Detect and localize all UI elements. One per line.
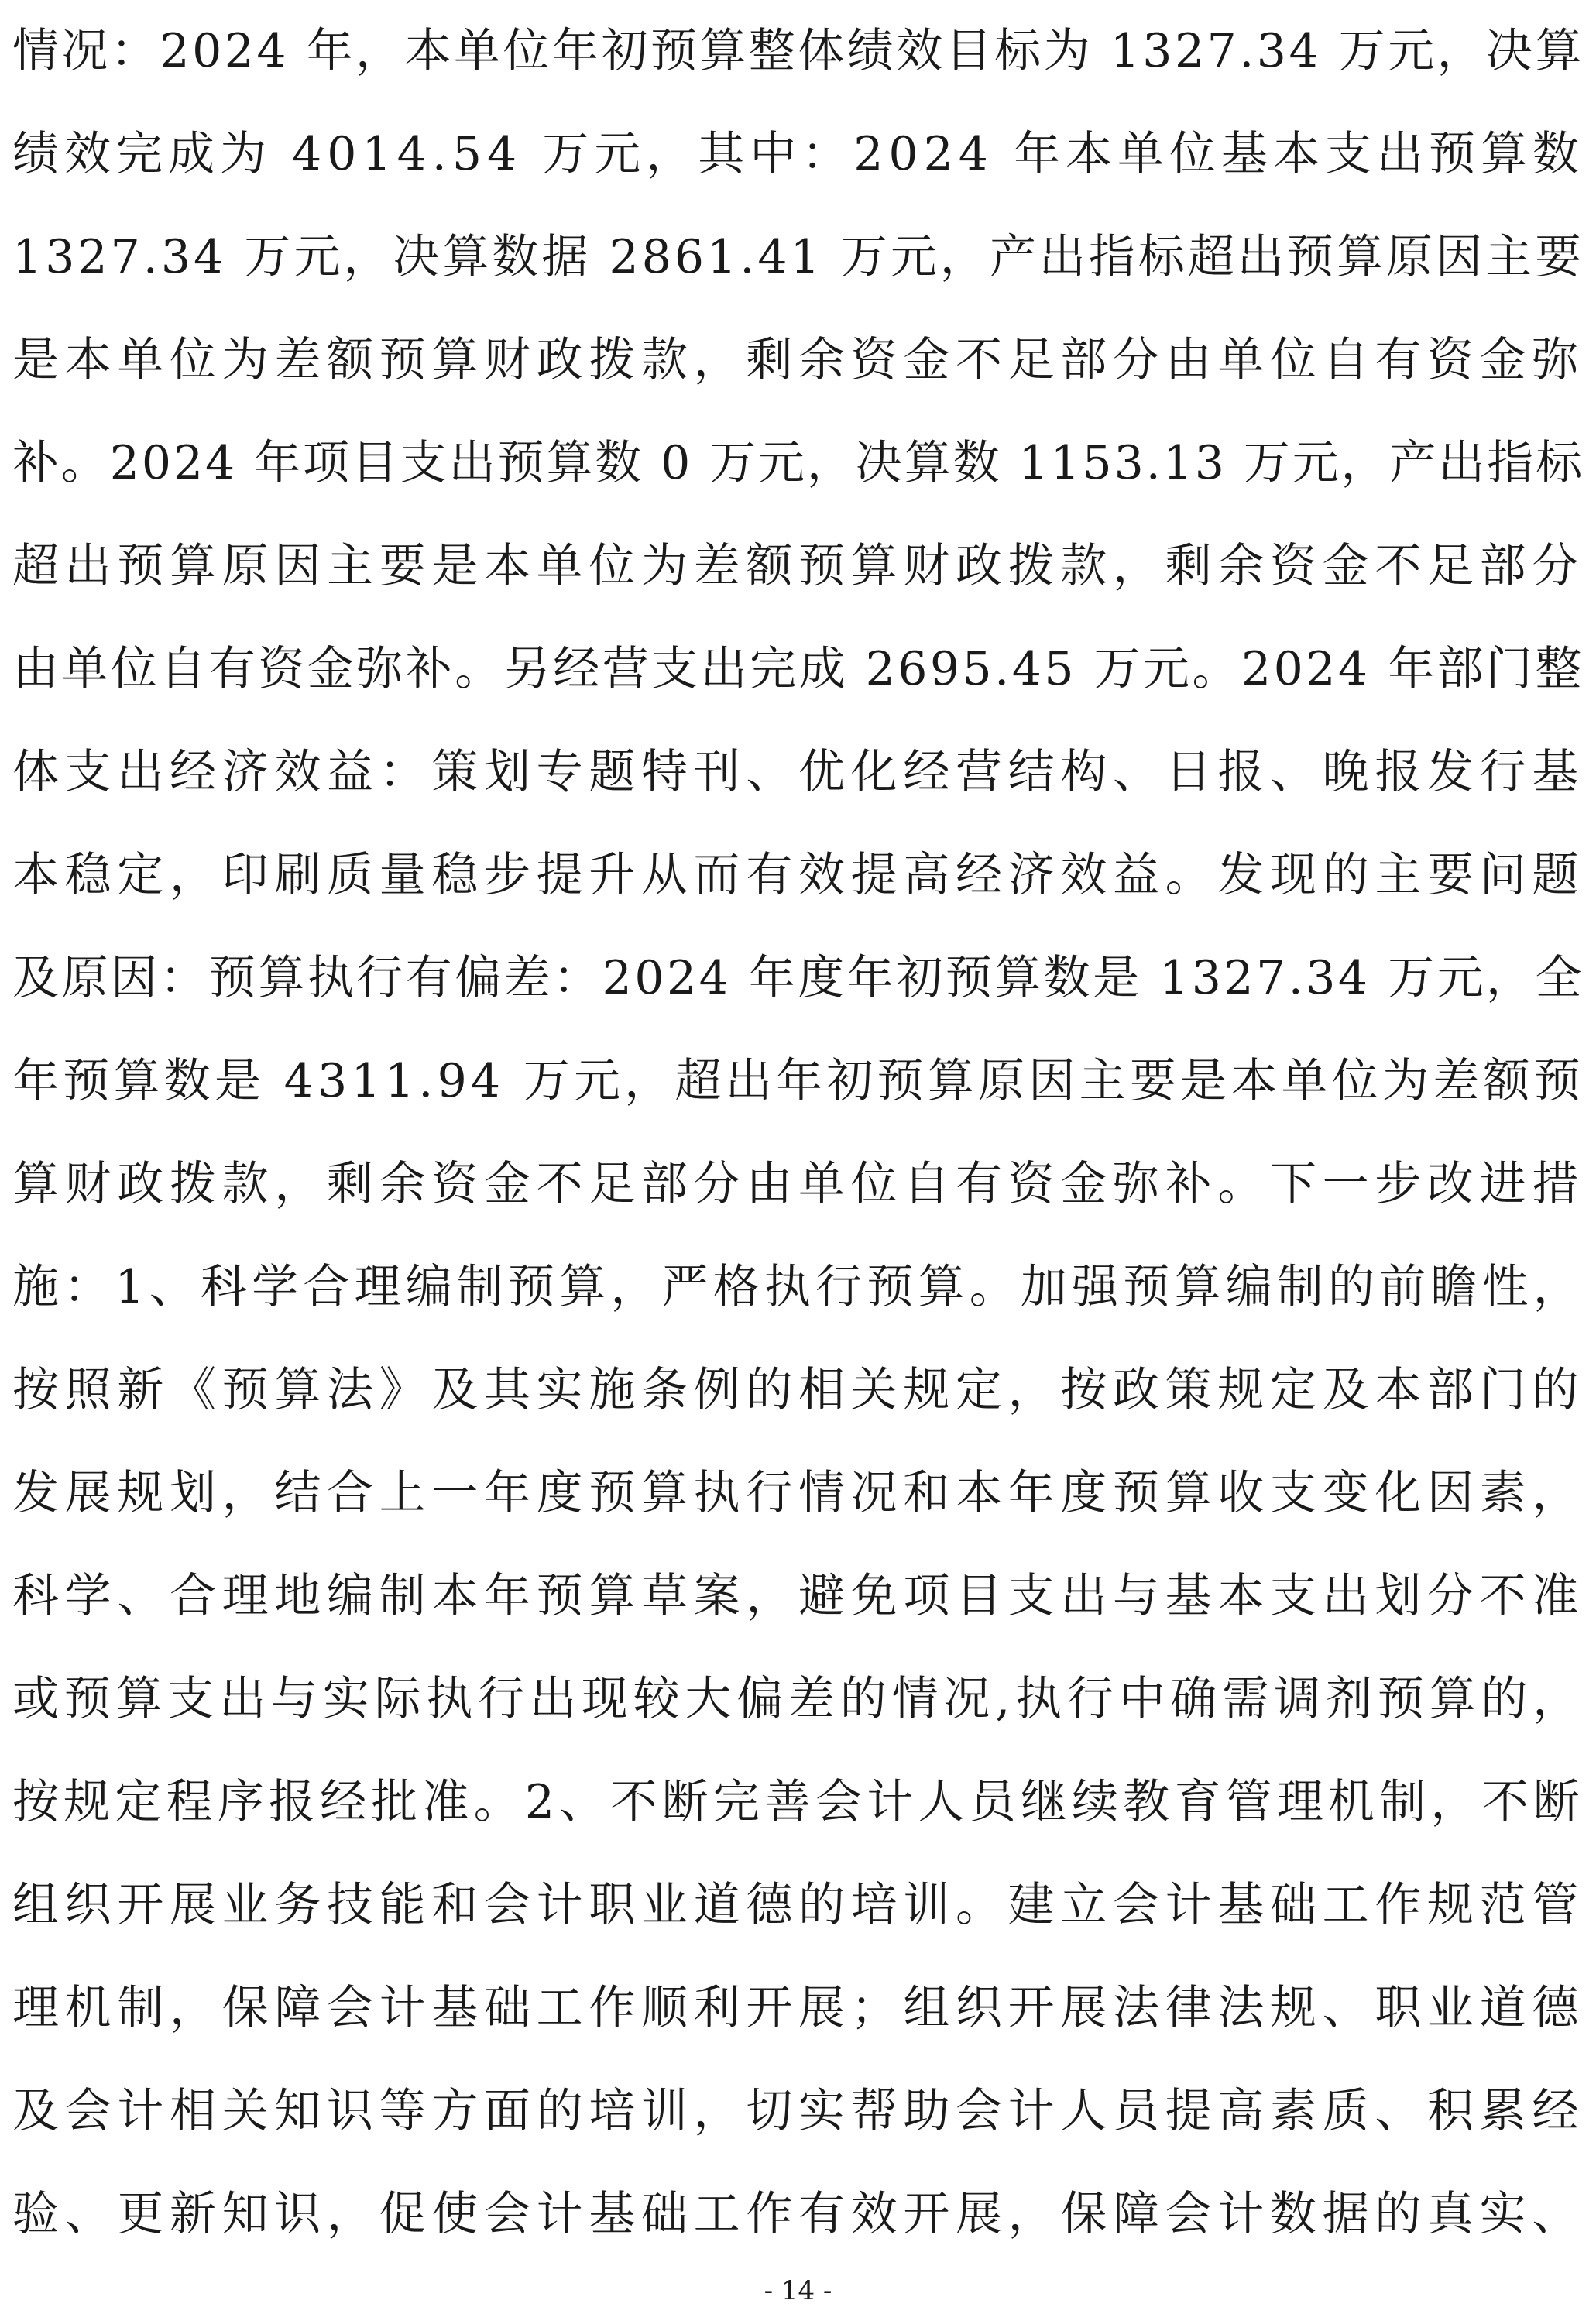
text-line: 本稳定，印刷质量稳步提升从而有效提高经济效益。发现的主要问题: [12, 848, 1584, 902]
text-line: 施：1、科学合理编制预算，严格执行预算。加强预算编制的前瞻性，: [12, 1260, 1584, 1314]
text-line: 理机制，保障会计基础工作顺利开展；组织开展法律法规、职业道德: [12, 1981, 1584, 2035]
body-text: [12, 0, 1584, 2266]
text-line: 体支出经济效益：策划专题特刊、优化经营结构、日报、晚报发行基: [12, 745, 1584, 799]
text-line: 补。2024 年项目支出预算数 0 万元，决算数 1153.13 万元，产出指标: [12, 436, 1584, 490]
text-line: 由单位自有资金弥补。另经营支出完成 2695.45 万元。2024 年部门整: [12, 642, 1584, 696]
text-line: 按规定程序报经批准。2、不断完善会计人员继续教育管理机制，不断: [12, 1775, 1584, 1829]
text-line: 绩效完成为 4014.54 万元，其中：2024 年本单位基本支出预算数: [12, 127, 1584, 181]
text-line: 或预算支出与实际执行出现较大偏差的情况,执行中确需调剂预算的，: [12, 1672, 1584, 1726]
text-line: 验、更新知识，促使会计基础工作有效开展，保障会计数据的真实、: [12, 2187, 1584, 2241]
text-line: 发展规划，结合上一年度预算执行情况和本年度预算收支变化因素，: [12, 1466, 1584, 1520]
text-line: 算财政拨款，剩余资金不足部分由单位自有资金弥补。下一步改进措: [12, 1157, 1584, 1211]
text-line: 年预算数是 4311.94 万元，超出年初预算原因主要是本单位为差额预: [12, 1054, 1584, 1108]
page-number: - 14 -: [764, 2275, 832, 2306]
text-line: 是本单位为差额预算财政拨款，剩余资金不足部分由单位自有资金弥: [12, 333, 1584, 387]
text-line: 情况：2024 年，本单位年初预算整体绩效目标为 1327.34 万元，决算: [12, 24, 1584, 78]
text-line: 及原因：预算执行有偏差：2024 年度年初预算数是 1327.34 万元，全: [12, 951, 1584, 1005]
text-line: 按照新《预算法》及其实施条例的相关规定，按政策规定及本部门的: [12, 1363, 1584, 1417]
text-line: 组织开展业务技能和会计职业道德的培训。建立会计基础工作规范管: [12, 1878, 1584, 1932]
text-line: 及会计相关知识等方面的培训，切实帮助会计人员提高素质、积累经: [12, 2084, 1584, 2138]
text-line: 科学、合理地编制本年预算草案，避免项目支出与基本支出划分不准: [12, 1569, 1584, 1623]
text-line: 1327.34 万元，决算数据 2861.41 万元，产出指标超出预算原因主要: [12, 230, 1584, 284]
text-line: 超出预算原因主要是本单位为差额预算财政拨款，剩余资金不足部分: [12, 539, 1584, 593]
